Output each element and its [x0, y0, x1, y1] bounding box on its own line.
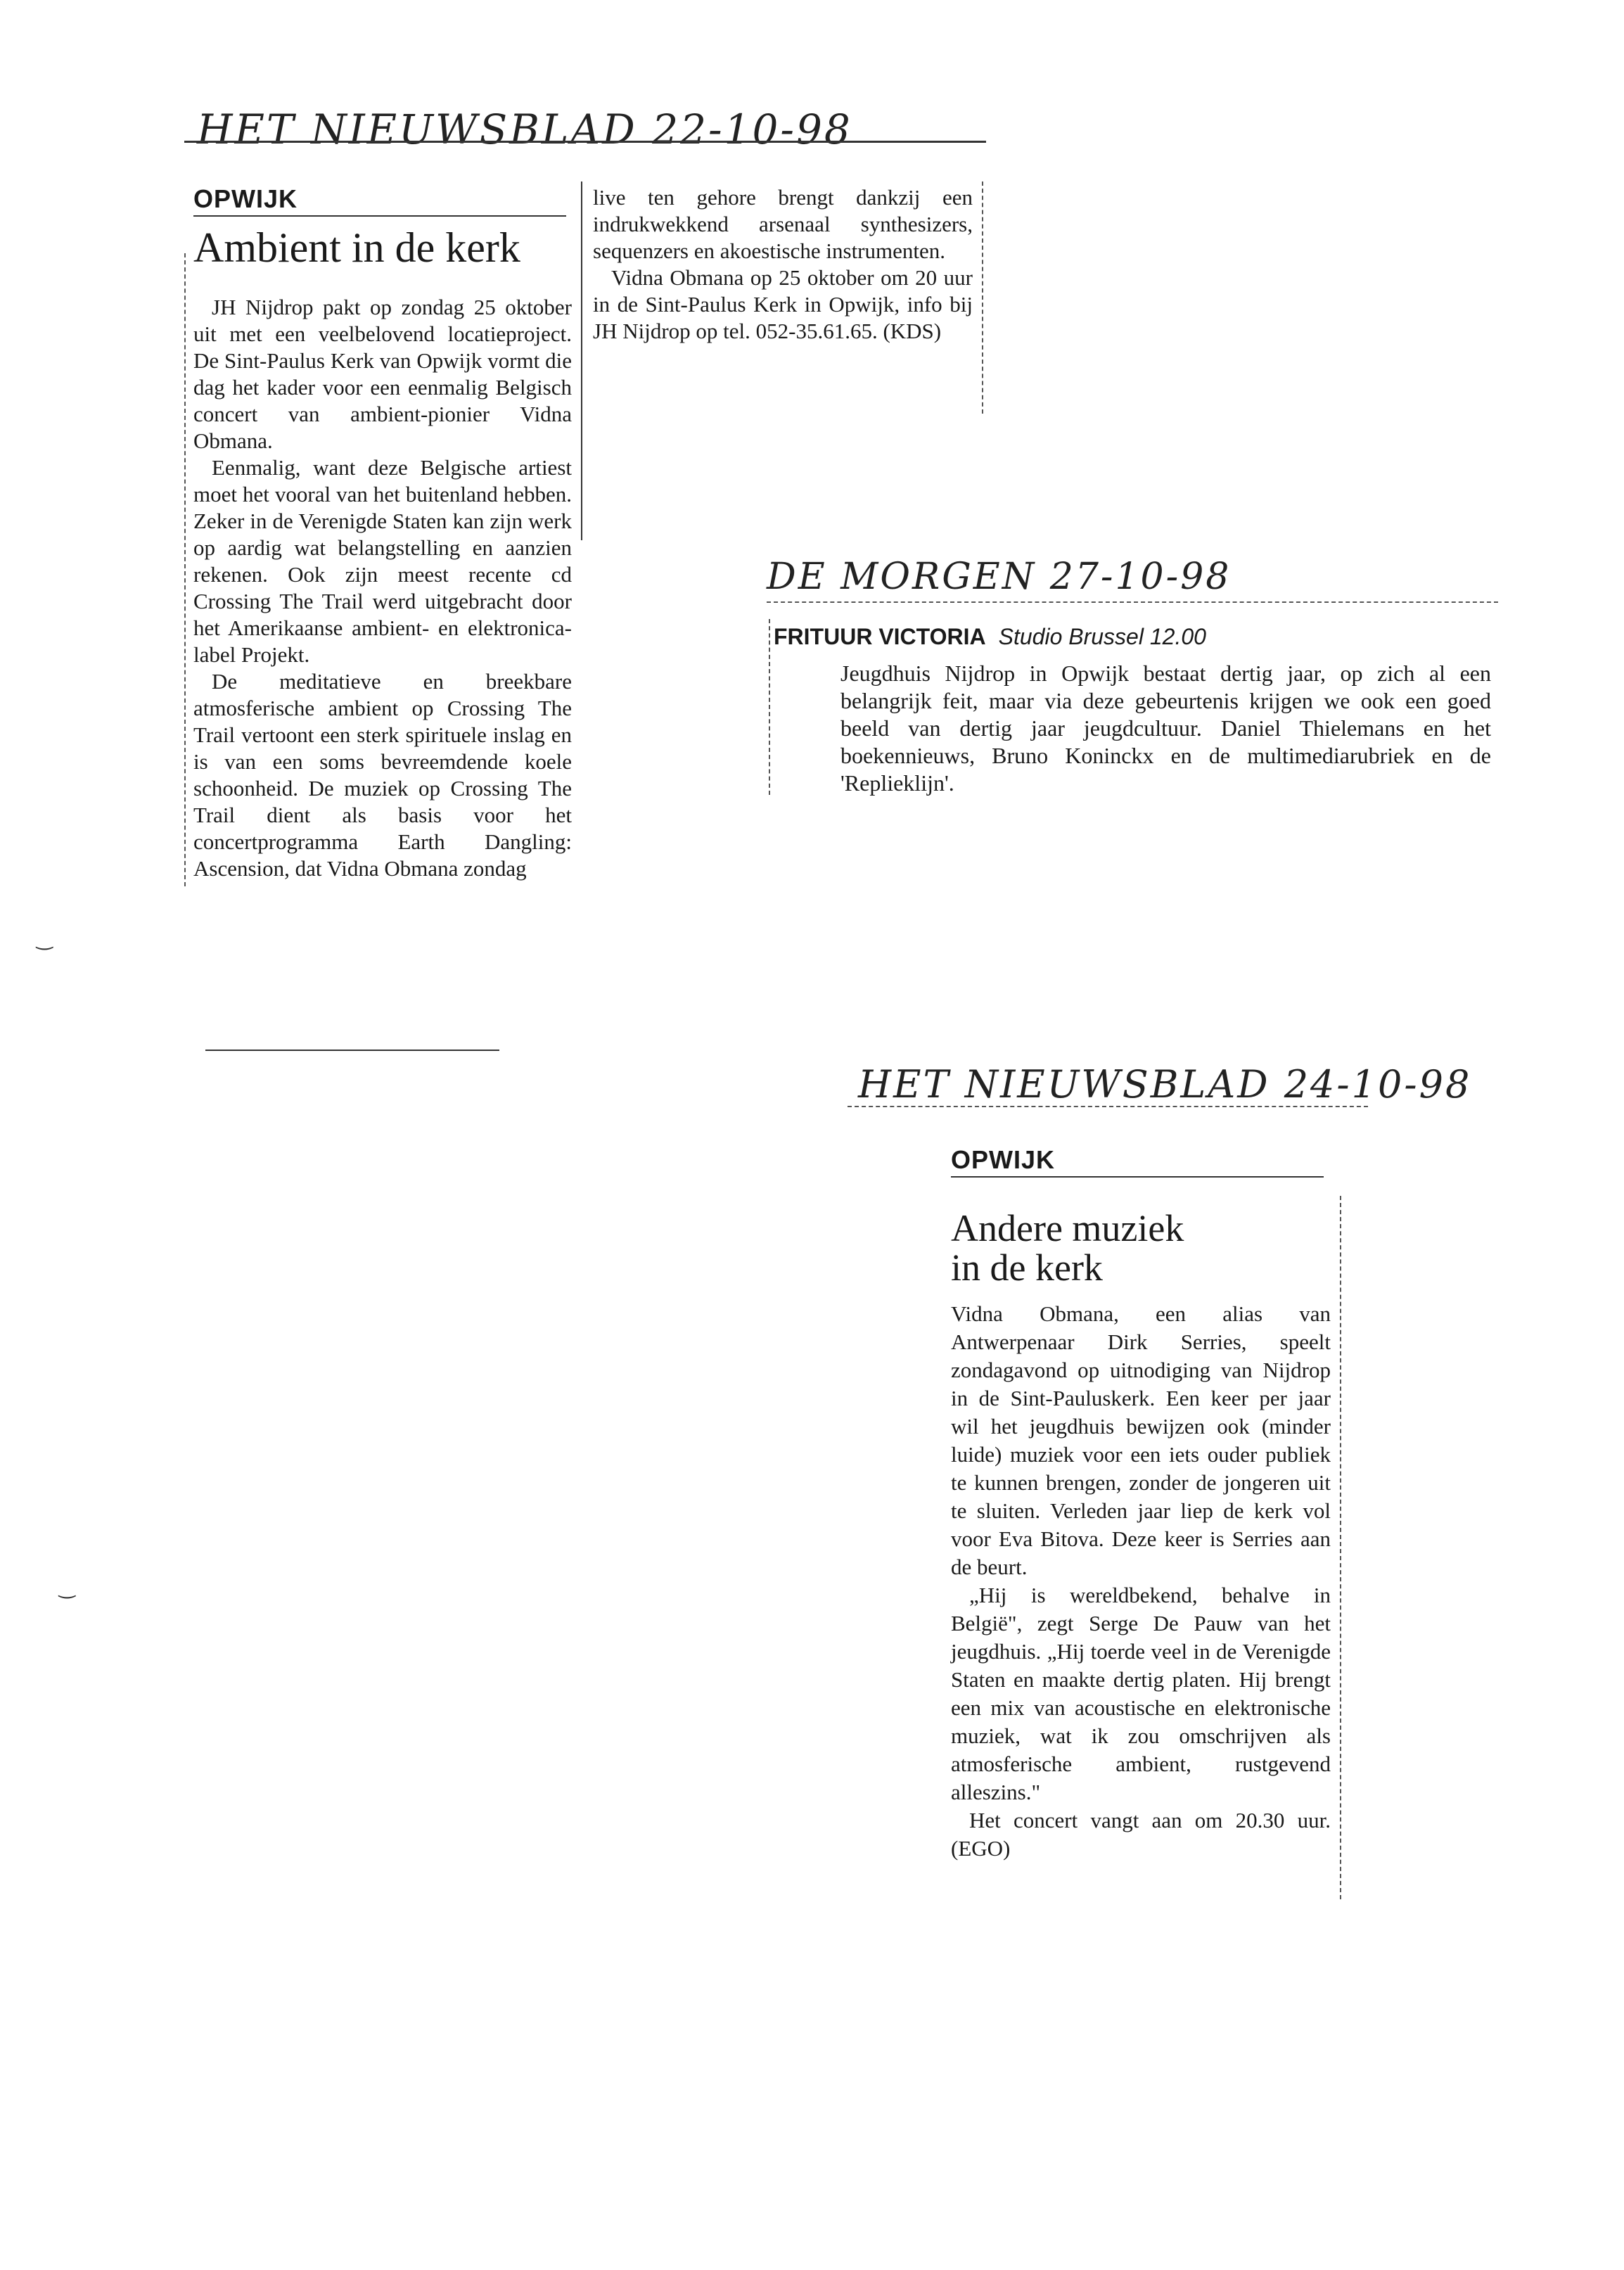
- clipping1-paragraph-5: Vidna Obmana op 25 oktober om 20 uur in de Sint-Paulus Kerk in Opwijk, info bij JH Nijdrop op tel. 052-35.61.65. (KDS): [593, 265, 973, 343]
- clipping1-kicker: OPWIJK: [193, 184, 298, 213]
- clipping2-top-rule: [767, 601, 1498, 603]
- clipping1-kicker-rule: [193, 215, 566, 217]
- clipping2-title: FRITUUR VICTORIA: [774, 624, 986, 649]
- clipping1-right-edge: [982, 181, 983, 414]
- clipping2-heading: [774, 624, 1206, 650]
- clipping1-paragraph-4: live ten gehore brengt dankzij een indrukwekkend arsenaal synthesizers, sequenzers en akoestische instrumenten.: [593, 185, 973, 263]
- clipping3-paragraph-2: „Hij is wereldbekend, behalve in België", zegt Serge De Pauw van het jeugdhuis. „Hij toerde veel in de Verenigde Staten en maakte dertig platen. Hij brengt een mix van acoustische en elektronische muziek, wat ik zou omschrijven als atmosferische ambient, rustgevend alleszins.": [951, 1583, 1331, 1804]
- clipping3-kicker: OPWIJK: [951, 1145, 1056, 1174]
- clipping3-source-note: HET NIEUWSBLAD 24-10-98: [858, 1062, 1472, 1107]
- clipping1-column-1: [193, 294, 572, 882]
- clipping3-paragraph-3: Het concert vangt aan om 20.30 uur. (EGO): [951, 1808, 1331, 1861]
- clipping3-right-edge: [1340, 1196, 1341, 1899]
- clipping2-body: [840, 660, 1491, 797]
- clipping1-column-divider: [581, 181, 582, 540]
- clipping1-paragraph-3: De meditatieve en breekbare atmosferische ambient op Crossing The Trail vertoont een sterk spirituele inslag en is van een soms bevreemdende koele schoonheid. De muziek op Crossing The Trail dient als basis voor het concertprogramma Earth Dangling: Ascension, dat Vidna Obmana zondag: [193, 669, 572, 881]
- clipping2-paragraph: Jeugdhuis Nijdrop in Opwijk bestaat dertig jaar, op zich al een belangrijk feit, maar via deze gebeurtenis krijgen we ook een goed beeld van dertig jaar jeugdcultuur. Daniel Thielemans en het boekennieuws, Bruno Koninckx en de multimediarubriek en de 'Replieklijn'.: [840, 661, 1491, 796]
- scan-mark-2: ‿: [59, 1576, 75, 1599]
- clipping3-headline: [951, 1209, 1184, 1287]
- clipping1-headline: Ambient in de kerk: [193, 224, 520, 271]
- clipping2-source-note: DE MORGEN 27-10-98: [767, 556, 1232, 598]
- clipping1-source-note: HET NIEUWSBLAD 22-10-98: [197, 106, 852, 153]
- clipping1-left-edge: [184, 253, 186, 886]
- clipping3-kicker-rule: [951, 1176, 1324, 1178]
- clipping3-headline-line-1: Andere muziek: [951, 1207, 1184, 1249]
- clipping2-station: Studio Brussel 12.00: [998, 624, 1206, 649]
- clipping1-column-2: [593, 184, 973, 345]
- clipping1-top-rule: [184, 141, 986, 143]
- clipping3-top-rule: [848, 1106, 1368, 1107]
- clipping3-paragraph-1: Vidna Obmana, een alias van Antwerpenaar Dirk Serries, speelt zondagavond op uitnodiging van Nijdrop in de Sint-Pauluskerk. Een keer per jaar wil het jeugdhuis bewijzen ook (minder luide) muziek voor een iets ouder publiek te kunnen brengen, zonder de jongeren uit te sluiten. Verleden jaar liep de kerk vol voor Eva Bitova. Deze keer is Serries aan de beurt.: [951, 1301, 1331, 1579]
- clipping3-headline-line-2: in de kerk: [951, 1246, 1103, 1289]
- clipping2-left-edge: [769, 619, 770, 795]
- clipping3-body: [951, 1300, 1331, 1863]
- clipping1-bottom-rule: [205, 1050, 499, 1051]
- scan-mark-1: ‿: [37, 927, 53, 950]
- clipping1-paragraph-2: Eenmalig, want deze Belgische artiest moet het vooral van het buitenland hebben. Zeker in de Verenigde Staten kan zijn werk op aardig wat belangstelling en aanzien rekenen. Ook zijn meest recente cd Crossing The Trail werd uitgebracht door het Amerikaanse ambient- en elektronica-label Projekt.: [193, 455, 572, 667]
- clipping1-paragraph-1: JH Nijdrop pakt op zondag 25 oktober uit met een veelbelovend locatieproject. De Sint-Paulus Kerk van Opwijk vormt die dag het kader voor een eenmalig Belgisch concert van ambient-pionier Vidna Obmana.: [193, 295, 572, 453]
